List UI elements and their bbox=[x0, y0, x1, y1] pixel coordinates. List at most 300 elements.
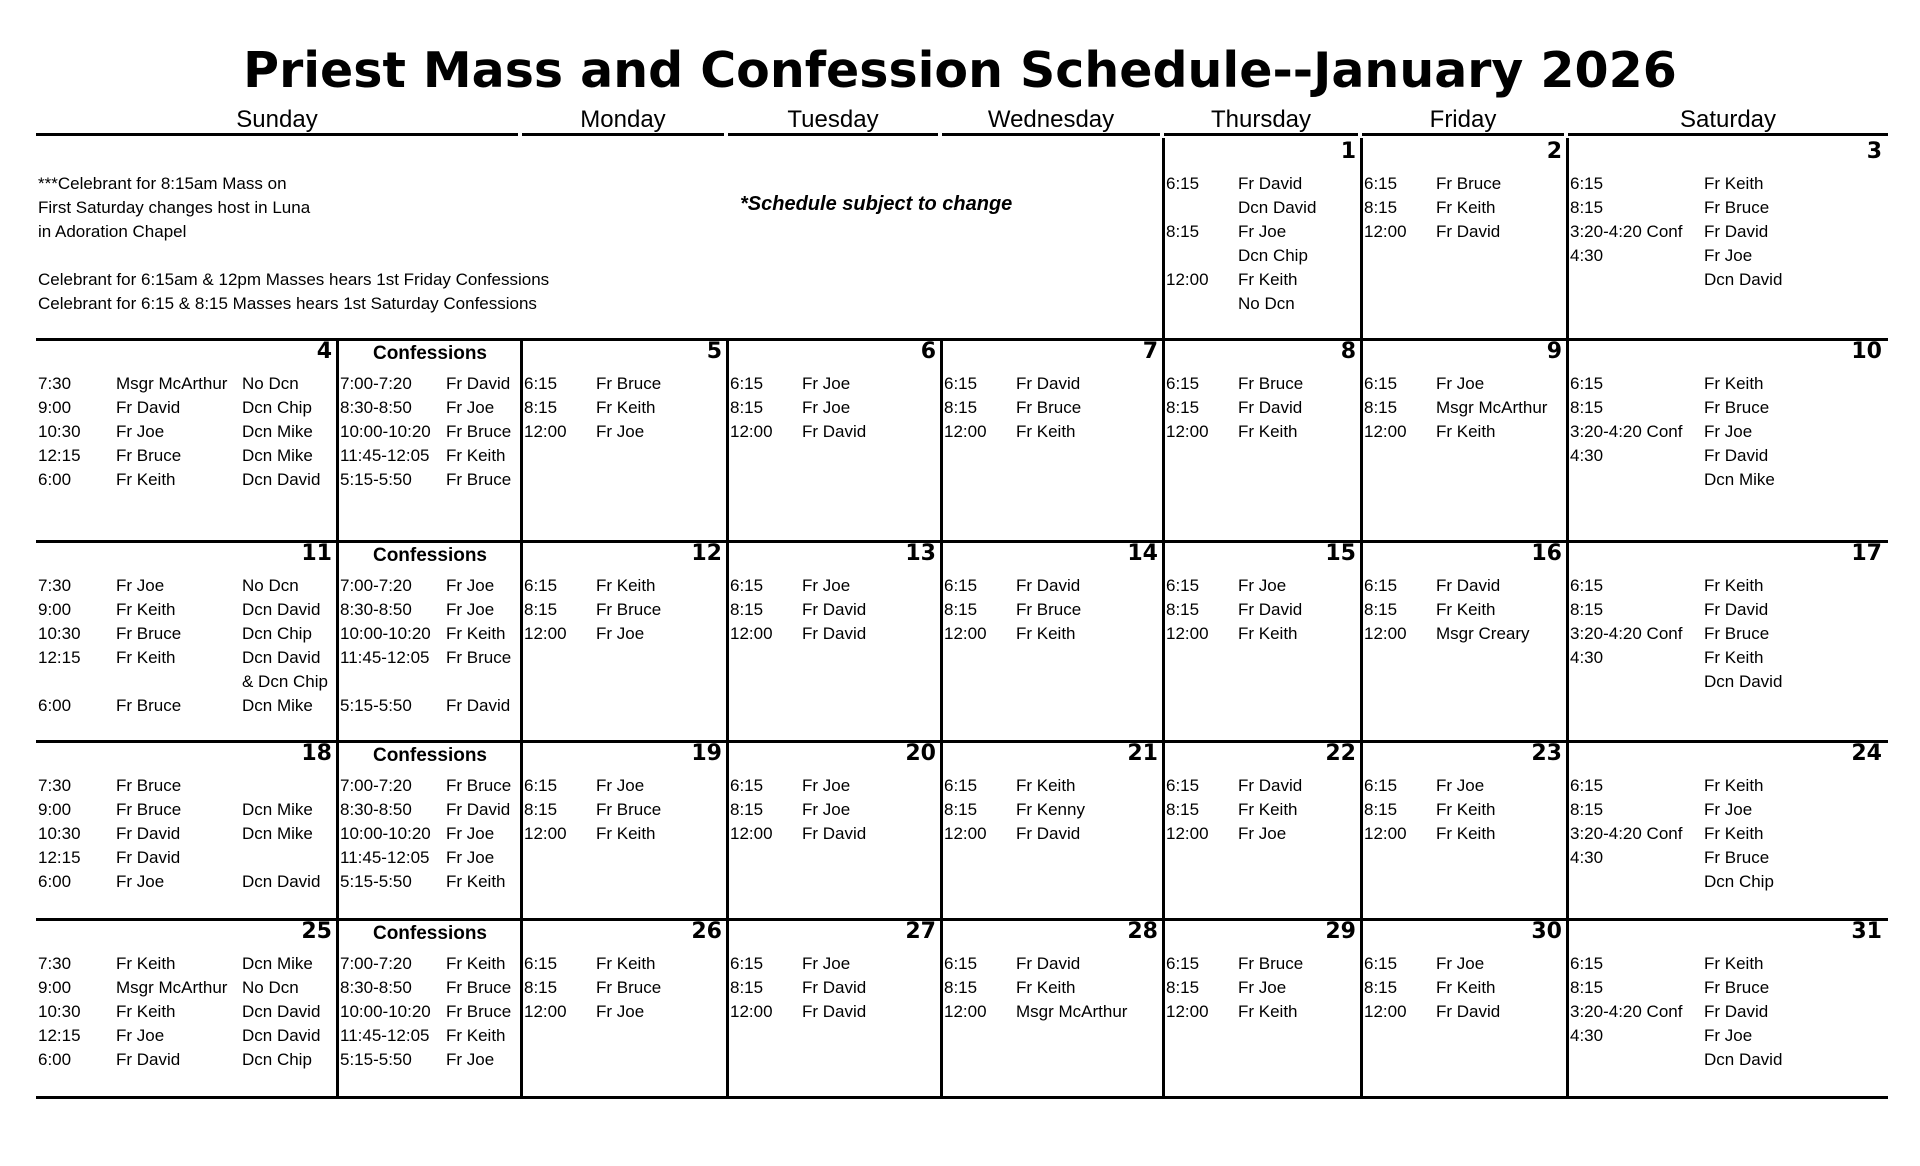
time-text: 8:15 bbox=[1364, 398, 1398, 417]
priest-text: Fr Bruce bbox=[446, 1002, 512, 1021]
priest-text: Fr Joe bbox=[1436, 374, 1485, 393]
time-text: 6:15 bbox=[1364, 576, 1398, 595]
time-text: 11:45-12:05 bbox=[340, 446, 430, 465]
schedule-row bbox=[942, 798, 1164, 822]
day-cell-26 bbox=[522, 918, 728, 1096]
grid-line bbox=[1360, 138, 1363, 338]
grid-line bbox=[1162, 338, 1165, 1096]
priest-text: Fr Bruce bbox=[116, 446, 182, 465]
day-cell-20 bbox=[728, 740, 942, 918]
day-number: 6 bbox=[920, 339, 936, 364]
schedule-row bbox=[522, 622, 728, 646]
grid-line bbox=[1360, 338, 1363, 1096]
priest-text: Fr Keith bbox=[596, 824, 656, 843]
priest-text: Fr Bruce bbox=[596, 978, 662, 997]
schedule-row bbox=[942, 372, 1164, 396]
time-text: 8:15 bbox=[1570, 978, 1604, 997]
time-text: 12:15 bbox=[38, 1026, 81, 1045]
schedule-row bbox=[1362, 798, 1568, 822]
schedule-row bbox=[338, 846, 522, 870]
time-text: 6:15 bbox=[1364, 174, 1398, 193]
page-title: Priest Mass and Confession Schedule--January 2026 bbox=[243, 42, 1677, 99]
priest-text: Fr Joe bbox=[446, 576, 495, 595]
time-text: 8:15 bbox=[1364, 600, 1398, 619]
schedule-row bbox=[1568, 1024, 1888, 1048]
priest-text: Fr David bbox=[1238, 174, 1303, 193]
time-text: 3:20-4:20 Conf bbox=[1570, 422, 1683, 441]
priest-text: Fr Keith bbox=[1016, 422, 1076, 441]
time-text: 8:15 bbox=[524, 398, 558, 417]
priest-text: Fr Joe bbox=[1704, 246, 1753, 265]
priest-text: Fr Keith bbox=[1704, 648, 1764, 667]
priest-text: Fr Keith bbox=[596, 954, 656, 973]
time-text: 8:15 bbox=[1166, 978, 1200, 997]
day-name-thursday: Thursday bbox=[1164, 104, 1358, 136]
priest-text: Fr David bbox=[802, 1002, 867, 1021]
schedule-row bbox=[36, 1000, 338, 1024]
schedule-row bbox=[728, 372, 942, 396]
priest-text: Fr Joe bbox=[1238, 978, 1287, 997]
schedule-row bbox=[36, 870, 338, 894]
day-cell-18 bbox=[36, 740, 338, 918]
schedule-row bbox=[1568, 1000, 1888, 1024]
time-text: 6:15 bbox=[1570, 576, 1604, 595]
priest-text: Fr Joe bbox=[802, 954, 851, 973]
time-text: 6:15 bbox=[1570, 374, 1604, 393]
confessions-cell bbox=[338, 540, 522, 740]
priest-text: Fr Bruce bbox=[1238, 954, 1304, 973]
schedule-row bbox=[36, 774, 338, 798]
priest-text: Fr Keith bbox=[1238, 624, 1298, 643]
schedule-row bbox=[522, 798, 728, 822]
priest-text: Msgr McArthur bbox=[1016, 1002, 1128, 1021]
time-text: 7:00-7:20 bbox=[340, 954, 412, 973]
time-text: 8:15 bbox=[1570, 198, 1604, 217]
schedule-row bbox=[1164, 172, 1362, 196]
schedule-row bbox=[522, 420, 728, 444]
time-text: 12:00 bbox=[1364, 824, 1407, 843]
time-text: 8:15 bbox=[524, 978, 558, 997]
schedule-row bbox=[36, 396, 338, 420]
time-text: 10:00-10:20 bbox=[340, 1002, 431, 1021]
priest-text: Fr David bbox=[1436, 222, 1501, 241]
schedule-row bbox=[338, 822, 522, 846]
schedule-row bbox=[942, 598, 1164, 622]
day-cell-11 bbox=[36, 540, 338, 740]
day-number: 7 bbox=[1142, 339, 1158, 364]
schedule-row bbox=[36, 598, 338, 622]
time-text: 8:15 bbox=[944, 978, 978, 997]
day-number: 2 bbox=[1546, 139, 1562, 164]
time-text: 12:00 bbox=[730, 624, 773, 643]
time-text: 8:15 bbox=[1166, 398, 1200, 417]
time-text: 12:00 bbox=[1364, 422, 1407, 441]
priest-text: Fr Keith bbox=[116, 600, 176, 619]
time-text: 7:30 bbox=[38, 954, 72, 973]
deacon-text: Dcn David bbox=[242, 470, 321, 489]
priest-text: Fr David bbox=[116, 1050, 181, 1069]
schedule-row bbox=[522, 598, 728, 622]
schedule-row bbox=[36, 694, 338, 718]
priest-text: Fr Bruce bbox=[596, 600, 662, 619]
schedule-row bbox=[1362, 220, 1568, 244]
time-text: 10:00-10:20 bbox=[340, 824, 431, 843]
deacon-text: Dcn Mike bbox=[242, 446, 313, 465]
priest-text: Fr Keith bbox=[1436, 824, 1496, 843]
day-cell-2 bbox=[1362, 138, 1568, 338]
schedule-row bbox=[36, 976, 338, 1000]
priest-text: Fr Bruce bbox=[596, 800, 662, 819]
priest-text: Fr Keith bbox=[1436, 600, 1496, 619]
time-text: 8:15 bbox=[730, 800, 764, 819]
day-name-wednesday: Wednesday bbox=[942, 104, 1160, 136]
priest-text: Fr David bbox=[1016, 576, 1081, 595]
priest-text: Fr Joe bbox=[446, 848, 495, 867]
schedule-row bbox=[728, 798, 942, 822]
day-number: 9 bbox=[1546, 339, 1562, 364]
priest-text: Fr Bruce bbox=[116, 776, 182, 795]
priest-text: Fr Keith bbox=[446, 872, 506, 891]
priest-text: Fr Keith bbox=[1016, 624, 1076, 643]
priest-text: Fr Keith bbox=[1704, 776, 1764, 795]
time-text: 12:15 bbox=[38, 848, 81, 867]
schedule-row bbox=[36, 372, 338, 396]
time-text: 6:15 bbox=[524, 374, 558, 393]
schedule-row bbox=[1362, 1000, 1568, 1024]
time-text: 4:30 bbox=[1570, 848, 1604, 867]
time-text: 9:00 bbox=[38, 800, 72, 819]
time-text: 3:20-4:20 Conf bbox=[1570, 824, 1683, 843]
priest-text: Fr Joe bbox=[802, 776, 851, 795]
time-text: 7:30 bbox=[38, 576, 72, 595]
time-text: 4:30 bbox=[1570, 1026, 1604, 1045]
time-text: 12:00 bbox=[1364, 1002, 1407, 1021]
priest-text: Fr Joe bbox=[446, 1050, 495, 1069]
priest-text: Fr David bbox=[802, 978, 867, 997]
grid-line bbox=[36, 740, 1888, 743]
day-number: 29 bbox=[1325, 919, 1356, 944]
priest-text: Dcn David bbox=[1704, 270, 1783, 289]
day-number: 4 bbox=[316, 339, 332, 364]
schedule-row bbox=[1164, 372, 1362, 396]
time-text: 3:20-4:20 Conf bbox=[1570, 222, 1683, 241]
priest-text: Fr Joe bbox=[116, 872, 165, 891]
time-text: 6:15 bbox=[1364, 776, 1398, 795]
schedule-row bbox=[1164, 952, 1362, 976]
time-text: 8:30-8:50 bbox=[340, 978, 412, 997]
schedule-row bbox=[1568, 952, 1888, 976]
schedule-row bbox=[338, 1048, 522, 1072]
priest-text: Fr Joe bbox=[1238, 576, 1287, 595]
schedule-row bbox=[1568, 622, 1888, 646]
deacon-text: Dcn Chip bbox=[242, 624, 312, 643]
schedule-row bbox=[36, 1048, 338, 1072]
day-cell-22 bbox=[1164, 740, 1362, 918]
deacon-text: Dcn Chip bbox=[242, 1050, 312, 1069]
priest-text: Fr David bbox=[446, 800, 511, 819]
priest-text: Fr Keith bbox=[116, 1002, 176, 1021]
priest-text: Dcn Chip bbox=[1704, 872, 1774, 891]
priest-text: Fr Joe bbox=[802, 576, 851, 595]
priest-text: Fr Joe bbox=[116, 576, 165, 595]
grid-line bbox=[1566, 138, 1569, 338]
time-text: 9:00 bbox=[38, 978, 72, 997]
schedule-row bbox=[338, 952, 522, 976]
priest-text: Fr Joe bbox=[596, 776, 645, 795]
priest-text: Fr Bruce bbox=[1704, 398, 1770, 417]
priest-text: Fr Keith bbox=[1436, 198, 1496, 217]
priest-text: Fr Keith bbox=[1436, 800, 1496, 819]
time-text: 12:00 bbox=[1364, 624, 1407, 643]
day-cell-14 bbox=[942, 540, 1164, 740]
priest-text: Fr Keith bbox=[116, 648, 176, 667]
time-text: 9:00 bbox=[38, 600, 72, 619]
time-text: 8:15 bbox=[1570, 800, 1604, 819]
priest-text: Fr Keith bbox=[596, 576, 656, 595]
priest-text: Fr Joe bbox=[1238, 824, 1287, 843]
day-name-sunday: Sunday bbox=[36, 104, 518, 136]
schedule-row bbox=[942, 420, 1164, 444]
priest-text: Fr Keith bbox=[1436, 978, 1496, 997]
time-text: 7:30 bbox=[38, 776, 72, 795]
grid-line bbox=[1162, 138, 1165, 338]
day-name-friday: Friday bbox=[1362, 104, 1564, 136]
deacon-text: Dcn David bbox=[242, 872, 321, 891]
grid-line bbox=[726, 338, 729, 1096]
time-text: 10:00-10:20 bbox=[340, 624, 431, 643]
schedule-row bbox=[1164, 292, 1362, 316]
priest-text: Fr Joe bbox=[596, 422, 645, 441]
priest-text: Fr David bbox=[1704, 446, 1769, 465]
time-text: 6:15 bbox=[1570, 174, 1604, 193]
time-text: 7:00-7:20 bbox=[340, 576, 412, 595]
time-text: 4:30 bbox=[1570, 648, 1604, 667]
priest-text: Fr Keith bbox=[1238, 422, 1298, 441]
day-number: 14 bbox=[1127, 541, 1158, 566]
schedule-row bbox=[36, 622, 338, 646]
priest-text: Fr Keith bbox=[1704, 824, 1764, 843]
time-text: 12:00 bbox=[524, 824, 567, 843]
schedule-row bbox=[338, 774, 522, 798]
time-text: 12:00 bbox=[524, 422, 567, 441]
schedule-row bbox=[1362, 196, 1568, 220]
schedule-row bbox=[338, 468, 522, 492]
priest-text: Fr Keith bbox=[116, 470, 176, 489]
time-text: 6:15 bbox=[524, 954, 558, 973]
priest-text: Fr David bbox=[1016, 374, 1081, 393]
day-number: 28 bbox=[1127, 919, 1158, 944]
schedule-row bbox=[728, 774, 942, 798]
time-text: 8:15 bbox=[1364, 800, 1398, 819]
schedule-row bbox=[1568, 396, 1888, 420]
priest-text: Fr Bruce bbox=[446, 776, 512, 795]
priest-text: Fr David bbox=[1238, 600, 1303, 619]
schedule-row bbox=[1164, 196, 1362, 220]
schedule-row bbox=[522, 976, 728, 1000]
priest-text: Fr Joe bbox=[1238, 222, 1287, 241]
day-number: 30 bbox=[1531, 919, 1562, 944]
deacon-text: Dcn Mike bbox=[242, 824, 313, 843]
priest-text: Fr Keith bbox=[1016, 978, 1076, 997]
priest-text: Fr Bruce bbox=[1704, 978, 1770, 997]
day-number: 26 bbox=[691, 919, 722, 944]
priest-text: Fr David bbox=[802, 824, 867, 843]
time-text: 8:30-8:50 bbox=[340, 600, 412, 619]
schedule-row bbox=[338, 622, 522, 646]
priest-text: Fr Joe bbox=[802, 374, 851, 393]
time-text: 4:30 bbox=[1570, 446, 1604, 465]
schedule-row bbox=[1164, 622, 1362, 646]
time-text: 11:45-12:05 bbox=[340, 648, 430, 667]
schedule-row bbox=[1568, 822, 1888, 846]
schedule-row bbox=[728, 822, 942, 846]
time-text: 8:15 bbox=[1364, 198, 1398, 217]
day-number: 21 bbox=[1127, 741, 1158, 766]
priest-text: Fr David bbox=[116, 824, 181, 843]
priest-text: Fr Bruce bbox=[1238, 374, 1304, 393]
day-cell-10 bbox=[1568, 338, 1888, 540]
time-text: 6:15 bbox=[730, 374, 764, 393]
priest-text: Fr Bruce bbox=[1704, 198, 1770, 217]
schedule-row bbox=[728, 976, 942, 1000]
time-text: 10:30 bbox=[38, 1002, 81, 1021]
priest-text: Fr Keith bbox=[1436, 422, 1496, 441]
schedule-row bbox=[338, 372, 522, 396]
schedule-row bbox=[1164, 220, 1362, 244]
schedule-row bbox=[522, 574, 728, 598]
time-text: 10:30 bbox=[38, 624, 81, 643]
schedule-row bbox=[942, 774, 1164, 798]
schedule-row bbox=[36, 574, 338, 598]
day-name-tuesday: Tuesday bbox=[728, 104, 938, 136]
schedule-row bbox=[36, 798, 338, 822]
priest-text: Fr Keith bbox=[1238, 1002, 1298, 1021]
time-text: 12:00 bbox=[944, 422, 987, 441]
day-number: 24 bbox=[1851, 741, 1882, 766]
deacon-text: Dcn Chip bbox=[242, 398, 312, 417]
schedule-row bbox=[728, 622, 942, 646]
time-text: 6:15 bbox=[1166, 954, 1200, 973]
schedule-row bbox=[1568, 798, 1888, 822]
schedule-row bbox=[728, 952, 942, 976]
day-cell-12 bbox=[522, 540, 728, 740]
schedule-row bbox=[1568, 1048, 1888, 1072]
day-cell-19 bbox=[522, 740, 728, 918]
schedule-row bbox=[1362, 598, 1568, 622]
time-text: 6:15 bbox=[730, 776, 764, 795]
time-text: 5:15-5:50 bbox=[340, 1050, 412, 1069]
priest-text: Fr Bruce bbox=[446, 648, 512, 667]
time-text: 9:00 bbox=[38, 398, 72, 417]
schedule-row bbox=[338, 798, 522, 822]
time-text: 7:00-7:20 bbox=[340, 374, 412, 393]
grid-line bbox=[36, 540, 1888, 543]
time-text: 6:00 bbox=[38, 696, 72, 715]
day-number: 22 bbox=[1325, 741, 1356, 766]
schedule-row bbox=[338, 1024, 522, 1048]
priest-text: Fr Joe bbox=[116, 422, 165, 441]
schedule-row bbox=[1164, 420, 1362, 444]
priest-text: Fr Joe bbox=[446, 398, 495, 417]
time-text: 8:15 bbox=[1166, 600, 1200, 619]
time-text: 12:00 bbox=[1364, 222, 1407, 241]
priest-text: Fr David bbox=[802, 422, 867, 441]
schedule-row bbox=[338, 444, 522, 468]
priest-text: Fr Joe bbox=[1704, 422, 1753, 441]
day-cell-16 bbox=[1362, 540, 1568, 740]
time-text: 6:15 bbox=[1570, 776, 1604, 795]
time-text: 5:15-5:50 bbox=[340, 696, 412, 715]
time-text: 3:20-4:20 Conf bbox=[1570, 624, 1683, 643]
day-cell-27 bbox=[728, 918, 942, 1096]
schedule-row bbox=[36, 646, 338, 670]
priest-text: Fr Keith bbox=[446, 624, 506, 643]
schedule-row bbox=[1568, 420, 1888, 444]
priest-text: Msgr Creary bbox=[1436, 624, 1530, 643]
priest-text: Fr David bbox=[1704, 222, 1769, 241]
schedule-row bbox=[1568, 372, 1888, 396]
day-cell-25 bbox=[36, 918, 338, 1096]
time-text: 8:15 bbox=[944, 600, 978, 619]
time-text: 8:30-8:50 bbox=[340, 398, 412, 417]
schedule-row bbox=[36, 1024, 338, 1048]
day-number: 17 bbox=[1851, 541, 1882, 566]
day-cell-5 bbox=[522, 338, 728, 540]
day-name-monday: Monday bbox=[522, 104, 724, 136]
time-text: 8:15 bbox=[730, 398, 764, 417]
time-text: 10:30 bbox=[38, 824, 81, 843]
day-cell-3 bbox=[1568, 138, 1888, 338]
schedule-row bbox=[942, 396, 1164, 420]
time-text: 11:45-12:05 bbox=[340, 1026, 430, 1045]
confessions-label: Confessions bbox=[372, 923, 488, 944]
time-text: 5:15-5:50 bbox=[340, 872, 412, 891]
schedule-row bbox=[36, 670, 338, 694]
schedule-row bbox=[1568, 976, 1888, 1000]
time-text: 8:15 bbox=[1364, 978, 1398, 997]
priest-text: Fr Bruce bbox=[1704, 848, 1770, 867]
confessions-cell bbox=[338, 918, 522, 1096]
priest-text: Fr Keith bbox=[596, 398, 656, 417]
time-text: 8:15 bbox=[1166, 222, 1200, 241]
time-text: 12:00 bbox=[1166, 624, 1209, 643]
day-number: 15 bbox=[1325, 541, 1356, 566]
time-text: 12:00 bbox=[1166, 422, 1209, 441]
schedule-row bbox=[338, 574, 522, 598]
priest-text: Fr Keith bbox=[1704, 576, 1764, 595]
schedule-row bbox=[942, 976, 1164, 1000]
schedule-row bbox=[1164, 268, 1362, 292]
time-text: 6:15 bbox=[524, 776, 558, 795]
schedule-row bbox=[728, 598, 942, 622]
time-text: 6:15 bbox=[730, 954, 764, 973]
schedule-row bbox=[36, 822, 338, 846]
day-name-saturday: Saturday bbox=[1568, 104, 1888, 136]
priest-text: Fr Joe bbox=[596, 624, 645, 643]
schedule-row bbox=[36, 846, 338, 870]
priest-text: Fr Keith bbox=[446, 446, 506, 465]
grid-line bbox=[36, 1096, 1888, 1099]
grid-line bbox=[1566, 338, 1569, 1096]
time-text: 8:15 bbox=[1570, 600, 1604, 619]
schedule-row bbox=[522, 774, 728, 798]
schedule-row bbox=[728, 420, 942, 444]
schedule-row bbox=[1164, 574, 1362, 598]
priest-text: Fr David bbox=[802, 600, 867, 619]
time-text: 6:15 bbox=[944, 776, 978, 795]
time-text: 12:00 bbox=[944, 1002, 987, 1021]
priest-text: Dcn Mike bbox=[1704, 470, 1775, 489]
